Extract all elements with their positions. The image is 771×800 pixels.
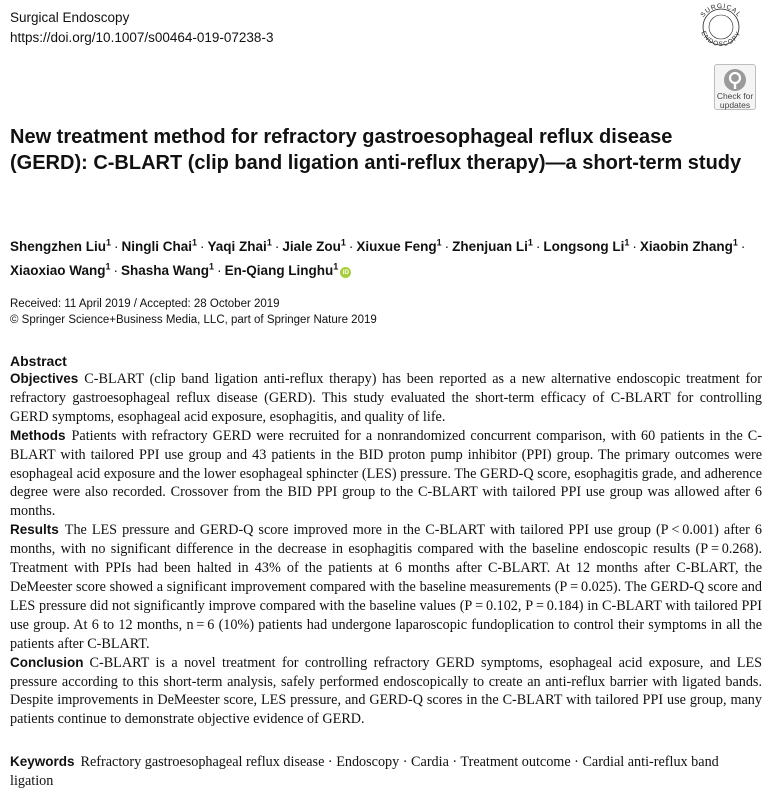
author[interactable] bbox=[208, 239, 272, 254]
author-affiliation: 1 bbox=[106, 237, 112, 247]
author-name: Xiaoxiao Wang bbox=[10, 263, 106, 278]
author[interactable] bbox=[121, 263, 214, 278]
author-name: Ningli Chai bbox=[121, 238, 193, 254]
journal-logo bbox=[688, 2, 754, 48]
section-text: Patients with refractory GERD were recruited for a nonrandomized concurrent comparison, with 60 patients in the C-BLART with tailored PPI use group and 43 patients in the BID proton pump inhibitor (PPI) group. The primary outcomes were esophageal acid exposure and the lower esophageal sphincter (LES) pressure. The GERD-Q score, esophagitis grade, and adherence degree were also recorded. Crossover from the BID PPI group to the C-BLART with tailored PPI use group was allowed after 6 months. bbox=[10, 427, 762, 520]
section-label: Objectives bbox=[10, 371, 79, 386]
author-affiliation: 1 bbox=[732, 237, 738, 247]
author[interactable] bbox=[10, 263, 111, 278]
logo-text-bottom: ENDOSCOPY bbox=[699, 30, 743, 48]
keywords bbox=[10, 752, 762, 791]
author-name: Shengzhen Liu bbox=[10, 238, 106, 254]
check-updates-line1: Check for bbox=[716, 91, 754, 101]
author-name: En-Qiang Linghu bbox=[224, 263, 334, 278]
abstract-conclusion bbox=[10, 654, 762, 730]
author[interactable] bbox=[543, 239, 629, 254]
author-list bbox=[10, 232, 760, 281]
author-separator: · bbox=[114, 238, 119, 254]
author[interactable] bbox=[356, 239, 441, 254]
copyright-line: © Springer Science+Business Media, LLC, part of Springer Nature 2019 bbox=[10, 314, 377, 326]
author-name: Longsong Li bbox=[543, 238, 625, 254]
author-affiliation: 1 bbox=[340, 237, 346, 247]
section-label: Methods bbox=[10, 427, 66, 443]
article-title: New treatment method for refractory gastroesophageal reflux disease (GERD): C-BLART (clip band ligation anti-reflux therapy)—a short-term study bbox=[10, 126, 742, 174]
author[interactable] bbox=[282, 239, 346, 254]
author-separator: · bbox=[113, 263, 119, 278]
check-for-updates-badge[interactable] bbox=[714, 64, 756, 110]
author-separator: · bbox=[274, 238, 280, 254]
section-text: The LES pressure and GERD-Q score improved more in the C-BLART with tailored PPI use group (P < 0.001) after 6 months, with no significant difference in the decrease in esophagitis compared with the baseline endoscopic results (P = 0.268). Treatment with PPIs had been halted in 43% of the patients at 6 months after C-BLART. At 12 months after C-BLART, the DeMeester score showed a significant improvement compared with the baseline measurements (P = 0.025). The GERD-Q score and LES pressure did not significantly improve compared with the baseline values (P = 0.102, P = 0.184) in C-BLART with tailored PPI use group. At 6 to 12 months, n = 6 (10%) patients had undergone laparoscopic fundoplication to control their symptoms in all the patients after C-BLART. bbox=[10, 522, 762, 652]
author[interactable] bbox=[452, 239, 533, 254]
author-affiliation: 1 bbox=[624, 237, 630, 247]
author-separator: · bbox=[200, 238, 205, 254]
keywords-text: Refractory gastroesophageal reflux disease · Endoscopy · Cardia · Treatment outcome · Cardial anti-reflux band ligation bbox=[10, 754, 719, 789]
received-accepted-dates: Received: 11 April 2019 / Accepted: 28 October 2019 bbox=[10, 298, 280, 310]
section-text: C-BLART is a novel treatment for controlling refractory GERD symptoms, esophageal acid exposure, and LES pressure according to this short-term analysis, safely performed endoscopically to create an anti-reflux barrier with ligated bands. Despite improvements in DeMeester score, LES pressure, and GERD-Q scores in the C-BLART with tailored PPI use group, many patients continue to demonstrate objective evidence of GERD. bbox=[10, 654, 762, 728]
author-separator: · bbox=[535, 238, 541, 254]
author-name: Yaqi Zhai bbox=[207, 238, 267, 254]
author-separator: · bbox=[740, 238, 746, 254]
abstract bbox=[10, 352, 762, 729]
author-affiliation: 1 bbox=[105, 261, 111, 272]
author[interactable] bbox=[225, 263, 339, 278]
check-updates-icon bbox=[723, 68, 747, 92]
author-affiliation: 1 bbox=[266, 237, 272, 247]
author-affiliation: 1 bbox=[192, 237, 198, 247]
author-affiliation: 1 bbox=[436, 237, 442, 247]
check-updates-line2: updates bbox=[719, 100, 751, 110]
author-separator: · bbox=[632, 238, 637, 254]
logo-text-top: SURGICAL bbox=[699, 2, 743, 19]
svg-text:SURGICAL bbox=[700, 3, 743, 19]
orcid-icon[interactable]: iD bbox=[340, 267, 351, 278]
author-name: Xiuxue Feng bbox=[356, 238, 437, 254]
keywords-label: Keywords bbox=[10, 754, 75, 769]
author-separator: · bbox=[348, 238, 354, 254]
section-label: Results bbox=[10, 522, 59, 538]
author[interactable] bbox=[10, 239, 111, 254]
author-name: Jiale Zou bbox=[282, 238, 341, 254]
author-name: Xiaobin Zhang bbox=[639, 238, 733, 254]
abstract-objectives bbox=[10, 370, 762, 427]
author-name: Shasha Wang bbox=[121, 263, 210, 278]
author[interactable] bbox=[122, 239, 198, 254]
abstract-heading: Abstract bbox=[10, 353, 67, 369]
abstract-results bbox=[10, 521, 762, 653]
author-name: Zhenjuan Li bbox=[452, 238, 528, 254]
author[interactable] bbox=[640, 239, 738, 254]
publication-info bbox=[10, 296, 377, 328]
author-affiliation: 1 bbox=[209, 261, 215, 272]
section-label: Conclusion bbox=[10, 654, 84, 670]
abstract-methods bbox=[10, 427, 762, 522]
doi-link[interactable]: https://doi.org/10.1007/s00464-019-07238-3 bbox=[10, 30, 274, 45]
author-affiliation: 1 bbox=[333, 261, 339, 272]
author-separator: · bbox=[217, 263, 222, 278]
author-affiliation: 1 bbox=[527, 237, 533, 247]
author-separator: · bbox=[444, 238, 450, 254]
journal-name: Surgical Endoscopy bbox=[10, 10, 130, 25]
section-text: C-BLART (clip band ligation anti-reflux therapy) has been reported as a new alternative endoscopic treatment for refractory gastroesophageal reflux disease (GERD). This study evaluated the short-term efficacy of C-BLART for controlling GERD symptoms, esophageal acid exposure, esophagitis, and quality of life. bbox=[10, 371, 762, 425]
